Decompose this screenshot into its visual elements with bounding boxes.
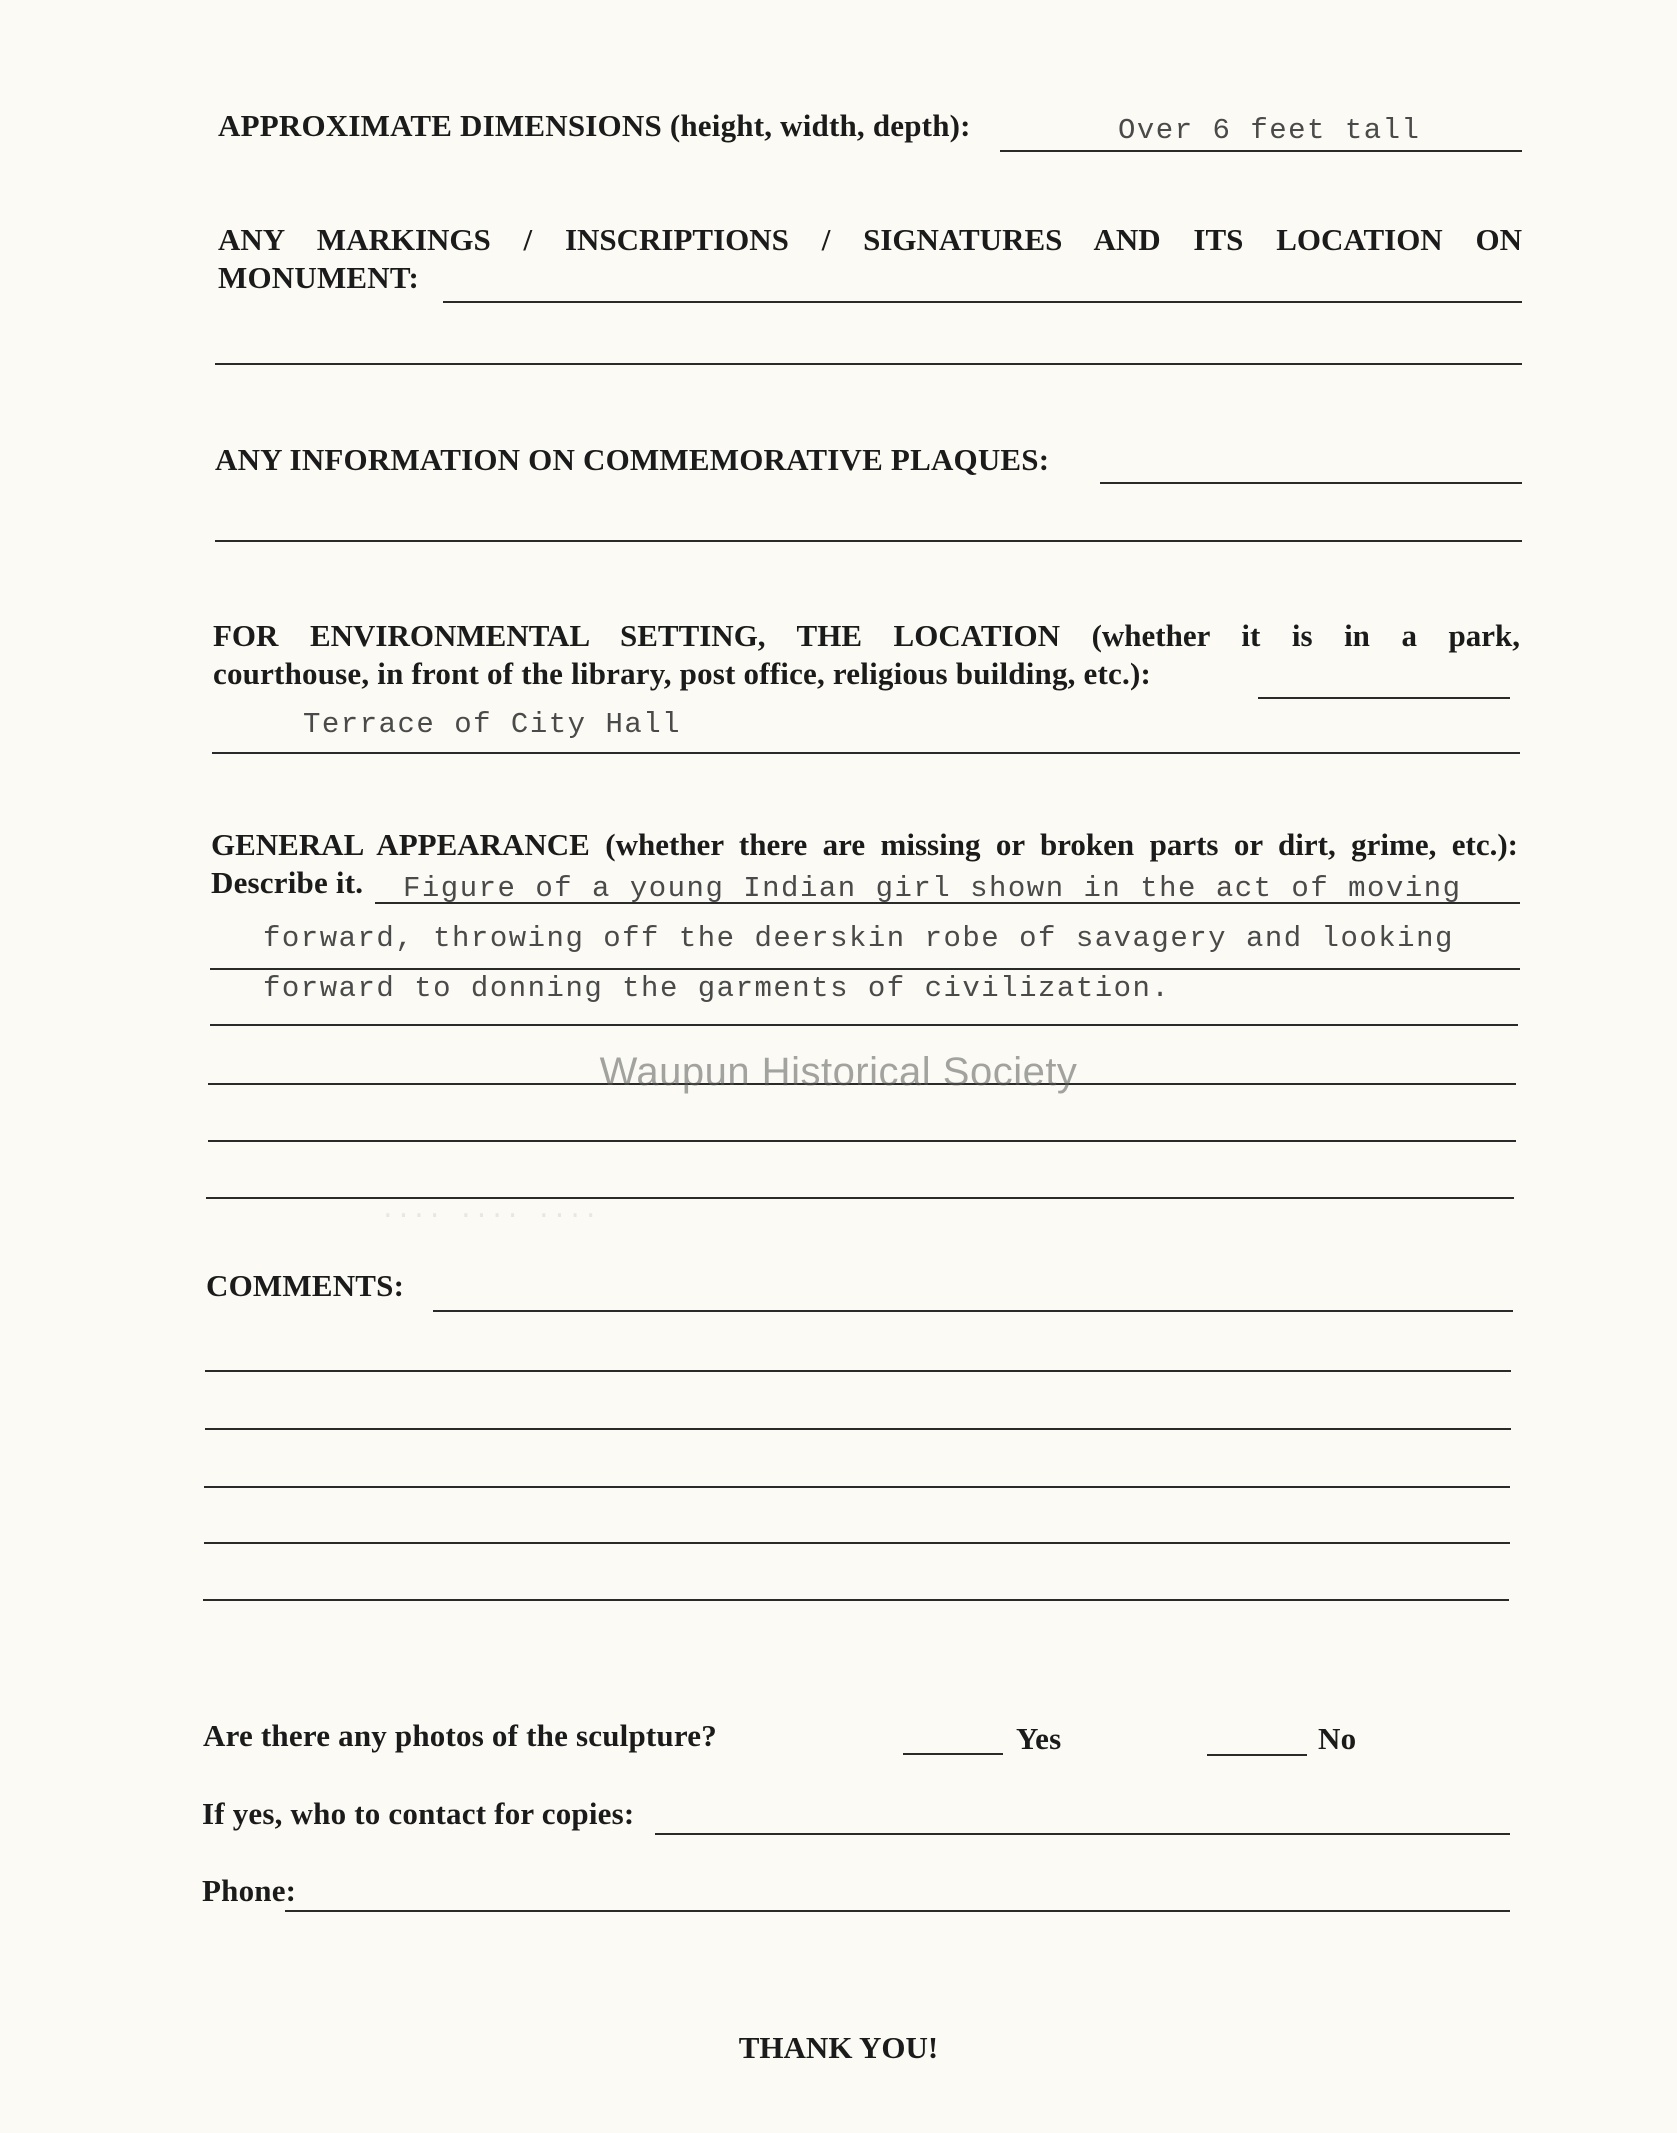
- appearance-value-line1: Figure of a young Indian girl shown in the act of moving: [403, 872, 1462, 905]
- appearance-field-line-5[interactable]: [208, 1140, 1516, 1142]
- appearance-field-line-3[interactable]: [210, 1024, 1518, 1026]
- appearance-value-line3: forward to donning the garments of civilization.: [263, 972, 1171, 1005]
- contact-field-line[interactable]: [655, 1833, 1510, 1835]
- photos-yes-label: Yes: [1016, 1721, 1062, 1756]
- comments-field-line-6[interactable]: [203, 1599, 1509, 1601]
- dimensions-label: APPROXIMATE DIMENSIONS (height, width, depth):: [218, 108, 971, 143]
- comments-field-line-5[interactable]: [204, 1542, 1510, 1544]
- comments-field-line-3[interactable]: [205, 1428, 1511, 1430]
- environment-label-line2: courthouse, in front of the library, post office, religious building, etc.):: [213, 656, 1151, 691]
- comments-field-line-2[interactable]: [205, 1370, 1511, 1372]
- appearance-value-line2: forward, throwing off the deerskin robe of savagery and looking: [263, 922, 1454, 955]
- comments-field-line-4[interactable]: [204, 1486, 1510, 1488]
- bleed-through-text: .... .... ....: [380, 1195, 599, 1225]
- plaques-field-line-1[interactable]: [1100, 482, 1522, 484]
- photos-yes-field-line[interactable]: [903, 1753, 1003, 1755]
- appearance-field-line-6[interactable]: [206, 1197, 1514, 1199]
- phone-field-line[interactable]: [285, 1910, 1510, 1912]
- plaques-label: ANY INFORMATION ON COMMEMORATIVE PLAQUES:: [215, 442, 1050, 477]
- environment-field-line-1[interactable]: [1258, 697, 1510, 699]
- appearance-field-line-2[interactable]: [210, 968, 1520, 970]
- environment-field-line-2[interactable]: [212, 752, 1520, 754]
- markings-field-line-1[interactable]: [443, 301, 1522, 303]
- comments-label: COMMENTS:: [206, 1268, 405, 1303]
- plaques-field-line-2[interactable]: [215, 540, 1522, 542]
- dimensions-field-line[interactable]: [1000, 150, 1522, 152]
- comments-field-line-1[interactable]: [433, 1310, 1513, 1312]
- watermark: Waupun Historical Society: [599, 1050, 1078, 1094]
- appearance-label-line2: Describe it.: [211, 865, 364, 900]
- markings-field-line-2[interactable]: [215, 363, 1522, 365]
- photos-no-label: No: [1318, 1721, 1357, 1756]
- thank-you-text: THANK YOU!: [738, 2030, 939, 2065]
- photos-no-field-line[interactable]: [1207, 1754, 1307, 1756]
- appearance-label-line1: GENERAL APPEARANCE (whether there are missing or broken parts or dirt, grime, etc.):: [211, 827, 1518, 862]
- photos-question: Are there any photos of the sculpture?: [203, 1718, 717, 1753]
- dimensions-value: Over 6 feet tall: [1118, 114, 1421, 147]
- environment-value: Terrace of City Hall: [303, 708, 682, 741]
- markings-label-line2: MONUMENT:: [218, 260, 419, 295]
- contact-label: If yes, who to contact for copies:: [202, 1796, 635, 1831]
- phone-label: Phone:: [202, 1873, 297, 1908]
- markings-label-line1: ANY MARKINGS / INSCRIPTIONS / SIGNATURES AND ITS LOCATION ON: [218, 222, 1522, 257]
- environment-label-line1: FOR ENVIRONMENTAL SETTING, THE LOCATION (whether it is in a park,: [213, 618, 1520, 653]
